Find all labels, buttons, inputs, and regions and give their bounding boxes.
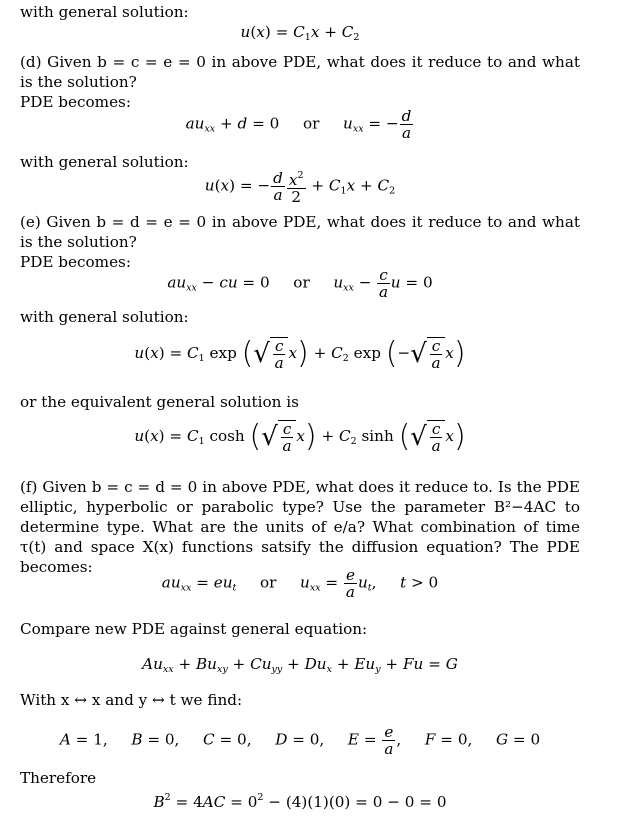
text-pde-becomes-d: PDE becomes: (20, 93, 131, 111)
text-compare: Compare new PDE against general equation: (20, 620, 368, 638)
question-e: (e) Given b = d = e = 0 in above PDE, what does it reduce to and what is the solution? (20, 213, 580, 251)
equation-d-pde: $au_{xx} + d = 0$ or $u_{xx}$ = − $\frac{d}{a}$ (185, 107, 412, 142)
question-f: (f) Given b = c = d = 0 in above PDE, what does it reduce to. Is the PDE elliptic, hyperbolic or parabolic type? Use the parameter B²−4AC to determine type. What are the units of e/a? What combination of time τ(t) and space X(x) functions satsify the diffusion equation? The PDE becomes: (20, 478, 580, 576)
text-general-solution-1: with general solution: (20, 3, 189, 21)
equation-coefficients: A = 1, B = 0, C = 0, D = 0, E = $\frac{e}{a}$ , F = 0, G = 0 (59, 723, 541, 758)
text-equivalent-solution: or the equivalent general solution is (20, 393, 299, 411)
equation-general-form: $Au_{xx} + Bu_{xy} + Cu_{yy} + Du_x + Eu_y + Fu = G$ (142, 655, 458, 675)
equation-e-exp-solution: u(x) = C1 exp (√ $\frac{c}{a}$ x) + C2 exp (−√ $\frac{c}{a}$ x) (134, 336, 466, 372)
text-therefore: Therefore (20, 769, 97, 787)
question-d: (d) Given b = c = e = 0 in above PDE, what does it reduce to and what is the solution? (20, 53, 580, 91)
equation-d-solution: u(x) = − $\frac{d}{a}$ $\frac{x^2}{2}$ + C1x + C2 (204, 169, 396, 206)
equation-e-hyperbolic-solution: u(x) = C1 cosh (√ $\frac{c}{a}$ x) + C2 sinh (√ $\frac{c}{a}$ x) (134, 419, 466, 455)
equation-f-diffusion: $au_{xx} = eu_t$ or $u_{xx}$ = $\frac{e}{a}$ $u_t$, t > 0 (161, 566, 439, 601)
equation-linear-solution: u(x) = C1x + C2 (240, 23, 360, 43)
equation-e-pde: $au_{xx}$ − cu = 0 or $u_{xx}$ − $\frac{c}{a}$ u = 0 (167, 266, 433, 301)
text-general-solution-e: with general solution: (20, 308, 189, 326)
text-general-solution-d: with general solution: (20, 153, 189, 171)
text-pde-becomes-e: PDE becomes: (20, 253, 131, 271)
text-variable-mapping: With x ↔ x and y ↔ t we find: (20, 691, 243, 709)
equation-discriminant: $B^2 = 4AC = 0^2 - (4)(1)(0) = 0 - 0 = 0$ (153, 792, 447, 811)
